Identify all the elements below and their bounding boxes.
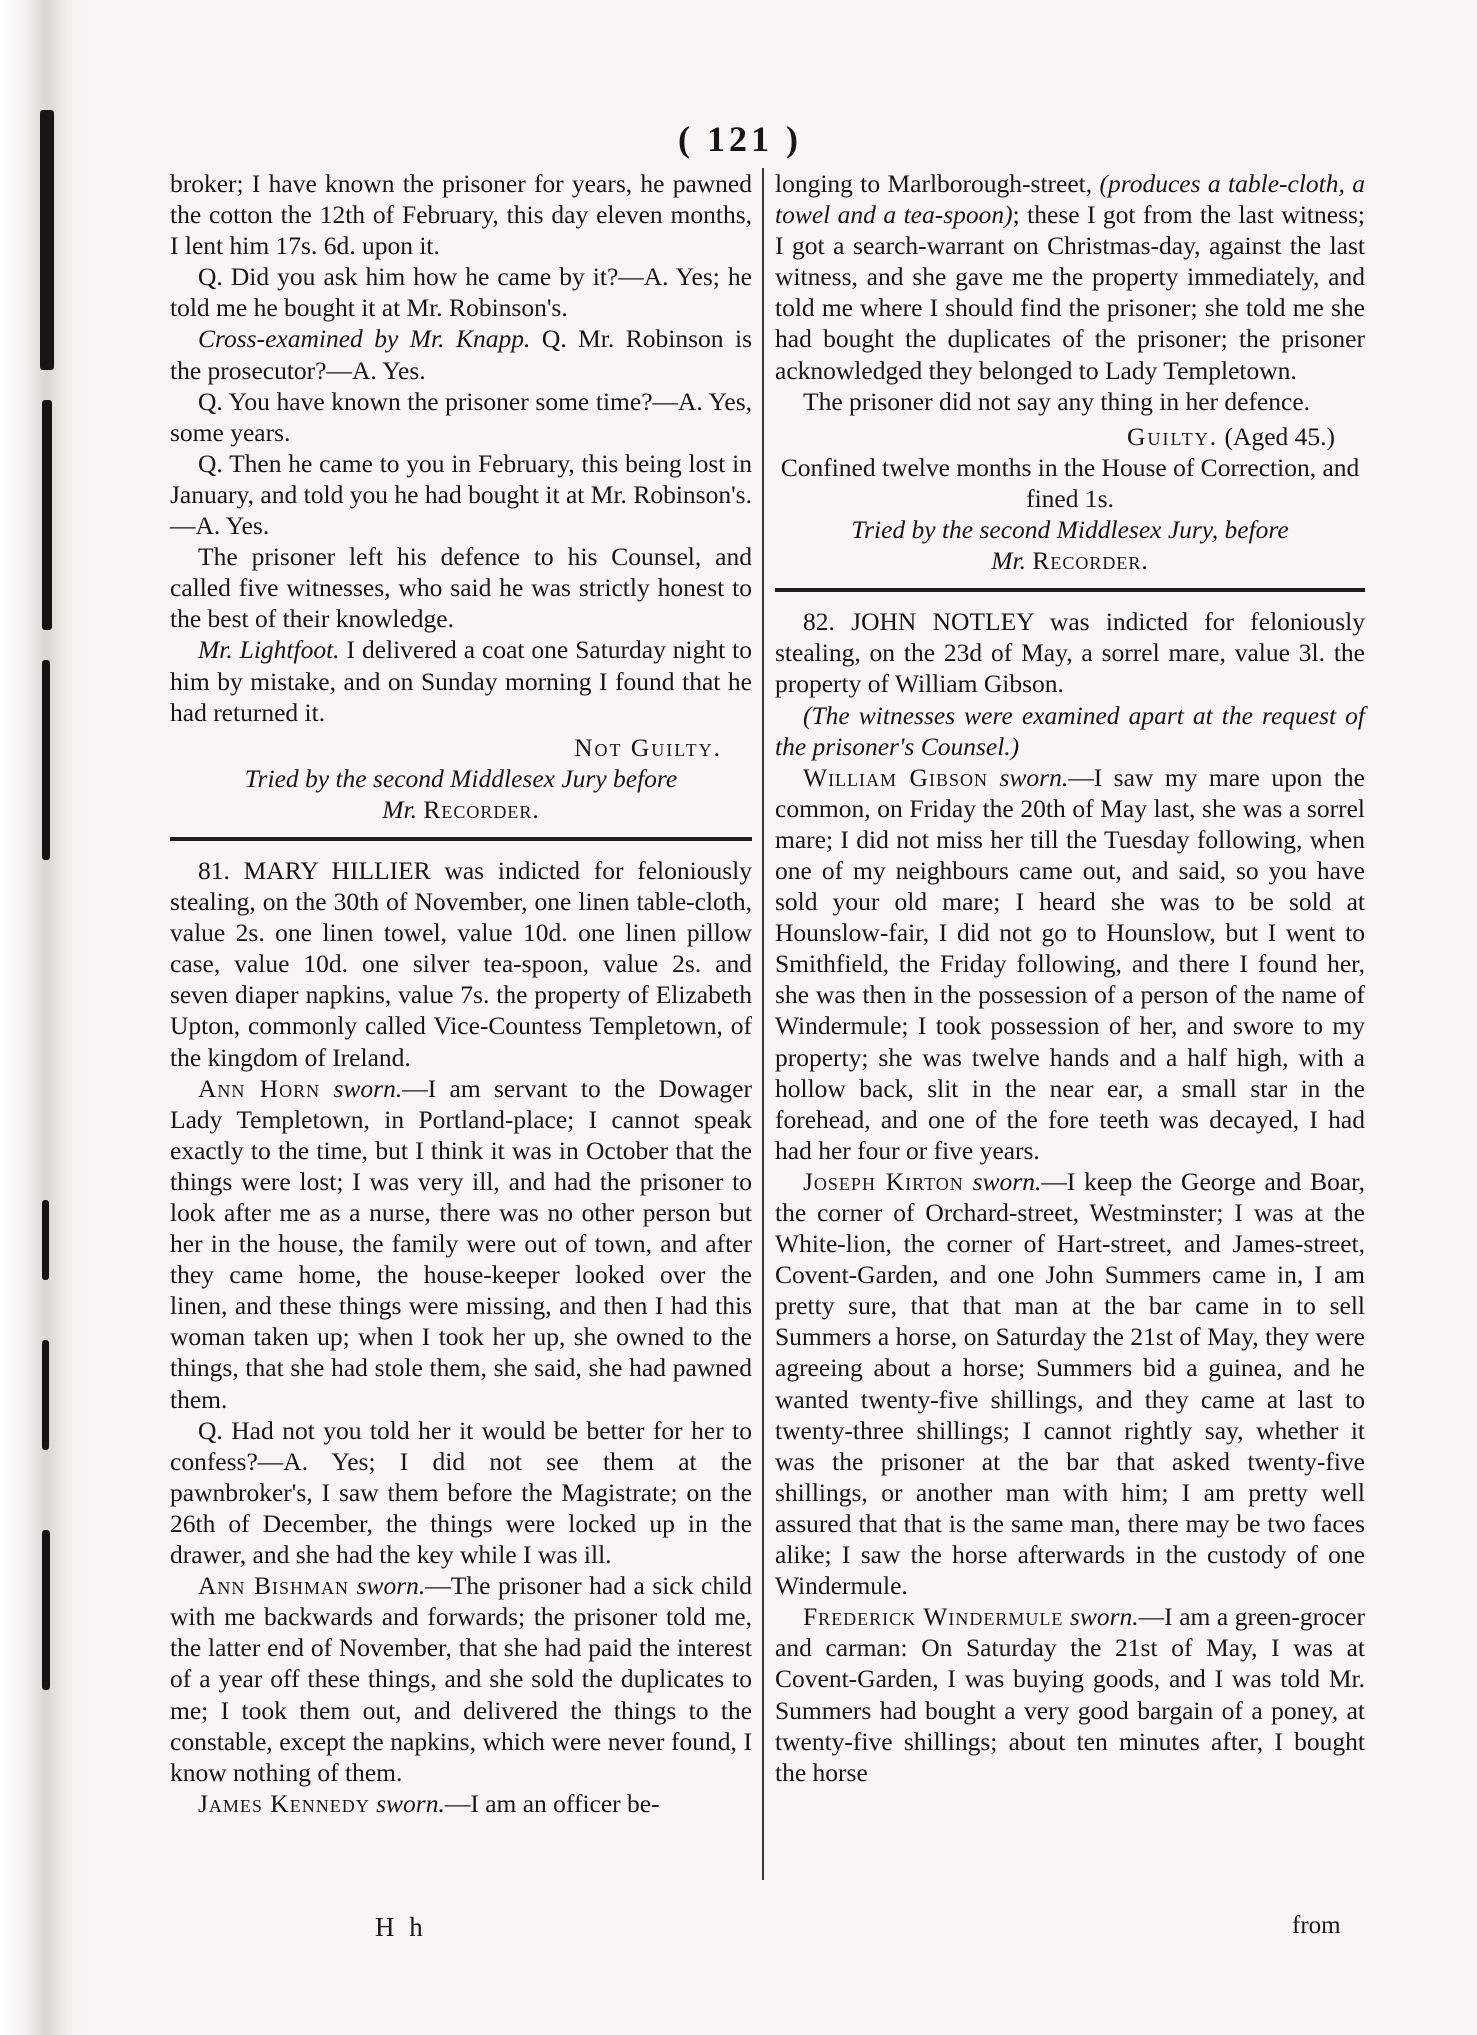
witness-name: Mr. Lightfoot. — [198, 635, 340, 665]
case-heading: 81. MARY HILLIER was indicted for feloniously stealing, on the 30th of November, one linen table-cloth, value 2s. one linen towel, value 10d. one linen pillow case, value 10d. one silver tea-spoon, value 2s. and seven diaper napkins, value 7s. the property of Elizabeth Upton, commonly called Vice-Countess Templetown, of the kingdom of Ireland. — [170, 855, 752, 1072]
paragraph-text: Q. Mr. Robinson is the prosecutor?—A. Yes. — [170, 324, 752, 385]
binding-mark — [42, 660, 50, 860]
testimony-text: —The prisoner had a sick child with me backwards and forwards; the prisoner told me, the latter end of November, that she had paid the interest of a year off these things, and she sold the duplicates to me; I took them out, and delivered the things to the constable, except the napkins, which were never found, I know nothing of them. — [170, 1571, 753, 1787]
binding-mark — [42, 1200, 49, 1280]
tried-by-line: Tried by the second Middlesex Jury before — [244, 763, 678, 793]
tried-by-mr: Mr. — [991, 546, 1033, 576]
paragraph: Q. Then he came to you in February, this being lost in January, and told you he had bought it at Mr. Robinson's.—A. Yes. — [170, 448, 752, 541]
cross-exam-lead: Cross-examined by Mr. Knapp. — [198, 324, 531, 354]
paragraph: The prisoner left his defence to his Counsel, and called five witnesses, who said he was strictly honest to the best of their knowledge. — [170, 542, 752, 634]
testimony — [170, 1788, 752, 1819]
witness-name: Ann Horn — [198, 1073, 321, 1103]
sentence: Confined twelve months in the House of Correction, and fined 1s. — [780, 452, 1360, 513]
paragraph-text: I delivered a coat one Saturday night to him by mistake, and on Sunday morning I found that he had returned it. — [170, 635, 752, 727]
paragraph — [775, 168, 1365, 386]
witness-name: Ann Bishman — [198, 1571, 349, 1601]
binding-mark — [42, 1530, 50, 1690]
sworn-label: sworn. — [333, 1073, 403, 1103]
paragraph: Q. Had not you told her it would be better for her to confess?—A. Yes; I did not see them at the pawnbroker's, I saw them before the Magistrate; on the 26th of December, the things were locked up in the drawer, and she had the key while I was ill. — [170, 1415, 752, 1570]
page-binding-shadow — [0, 0, 85, 2035]
recorder-label: Recorder. — [423, 794, 540, 824]
sworn-label: sworn. — [972, 1166, 1042, 1196]
paragraph-text: longing to Marlborough-street, — [775, 169, 1100, 198]
paragraph-text: ; these I got from the last witness; I got a search-warrant on Christmas-day, against the last witness, and she gave me the property immediately, and told me where I should find the prisoner; she told me she had bought the duplicates of the prisoner; the prisoner acknowledged they belonged to Lady Templetown. — [775, 200, 1365, 385]
verdict — [775, 421, 1365, 452]
testimony — [775, 1601, 1365, 1788]
signature-mark: H h — [375, 1912, 427, 1942]
paragraph: The prisoner did not say any thing in her defence. — [803, 386, 1311, 416]
binding-mark — [42, 1340, 49, 1450]
paragraph: broker; I have known the prisoner for years, he pawned the cotton the 12th of February, this day eleven months, I lent him 17s. 6d. upon it. — [170, 169, 752, 261]
witness-name: Frederick Windermule — [803, 1602, 1064, 1632]
testimony — [170, 1073, 752, 1415]
paragraph: Q. You have known the prisoner some time?—A. Yes, some years. — [170, 386, 752, 447]
testimony-text: —I am a green-grocer and carman: On Saturday the 21st of May, I was at Covent-Garden, I was buying goods, and I was told Mr. Summers had bought a very good bargain of a poney, at twenty-five shillings; about ten minutes after, I bought the horse — [775, 1602, 1366, 1787]
tried-by-mr: Mr. — [382, 794, 424, 824]
tried-by-recorder — [170, 794, 752, 825]
binding-mark — [40, 110, 54, 370]
left-column — [170, 168, 752, 1819]
paragraph: Q. Did you ask him how he came by it?—A. Yes; he told me he bought it at Mr. Robinson's. — [170, 262, 752, 323]
right-column — [775, 168, 1365, 1788]
testimony-text: —I am an officer be- — [444, 1788, 660, 1818]
sworn-label: sworn. — [999, 762, 1069, 792]
verdict-label: Guilty. — [1127, 421, 1219, 451]
testimony — [775, 762, 1365, 1166]
tried-by-line: Tried by the second Middlesex Jury, before — [851, 515, 1289, 545]
testimony — [170, 1570, 752, 1788]
binding-mark — [42, 400, 52, 630]
section-rule — [170, 837, 752, 841]
testimony-text: —I keep the George and Boar, the corner of Orchard-street, Westminster; I was at the White-lion, the corner of Hart-street, and James-street, Covent-Garden, and one John Summers came in, I am pretty sure, that that man at the bar came in to sell Summers a horse, on Saturday the 21st of May, they were agreeing about a horse; Summers bid a guinea, and he wanted twenty-five shillings, and they came at last to twenty-three shillings; I cannot rightly say, whether it was the prisoner at the bar that asked twenty-five shillings, or another man with him; I am pretty well assured that that is the same man, there may be two faces alike; I saw the horse afterwards in the custody of one Windermule. — [775, 1166, 1366, 1601]
tried-by-recorder — [775, 545, 1365, 576]
recorder-label: Recorder. — [1032, 546, 1149, 576]
witness-name: James Kennedy — [198, 1788, 370, 1818]
catchword: from — [1292, 1912, 1341, 1939]
column-divider — [762, 168, 764, 1880]
sworn-label: sworn. — [356, 1571, 426, 1601]
verdict: Not Guilty. — [574, 732, 722, 762]
sworn-label: sworn. — [376, 1788, 445, 1818]
testimony-text: —I am servant to the Dowager Lady Templetown, in Portland-place; I cannot speak exactly to the time, but I think it was in October that the things were lost; I was very ill, and had the prisoner to look after me as a nurse, there was no other person but her in the house, the family were out of town, and after they came home, the house-keeper looked over the linen, and these things were missing, and then I had this woman taken up; when I took her up, she owned to the things, that she had stole them, she said, she had pawned them. — [170, 1073, 752, 1414]
section-rule — [775, 588, 1365, 592]
testimony-text: —I saw my mare upon the common, on Friday the 20th of May last, she was a sorrel mare; I did not miss her till the Tuesday following, when one of my neighbours came out, and said, so you have sold your old mare; I heard she was to be sold at Hounslow-fair, I did not go to Hounslow, but I went to Smithfield, the Friday following, and there I found her, she was then in the possession of a person of the name of Windermule; I took possession of her, and swore to my property; she was twelve hands and a half high, with a hollow back, slit in the near ear, a small star in the forehead, and one of the fore teeth was decayed, I had had her four or five years. — [775, 762, 1365, 1165]
produces-note: (produces a table-cloth, a towel and a tea-spoon) — [775, 169, 1365, 230]
witness-name: William Gibson — [803, 762, 988, 792]
paragraph — [170, 323, 752, 385]
sworn-label: sworn. — [1069, 1602, 1139, 1632]
age-label: (Aged 45.) — [1218, 421, 1335, 451]
page-number: ( 121 ) — [678, 119, 802, 159]
court-note: (The witnesses were examined apart at the request of the prisoner's Counsel.) — [775, 700, 1365, 761]
case-heading: 82. JOHN NOTLEY was indicted for feloniously stealing, on the 23d of May, a sorrel mare, value 3l. the property of William Gibson. — [775, 607, 1365, 699]
paragraph — [170, 634, 752, 727]
testimony — [775, 1166, 1365, 1601]
witness-name: Joseph Kirton — [803, 1166, 964, 1196]
